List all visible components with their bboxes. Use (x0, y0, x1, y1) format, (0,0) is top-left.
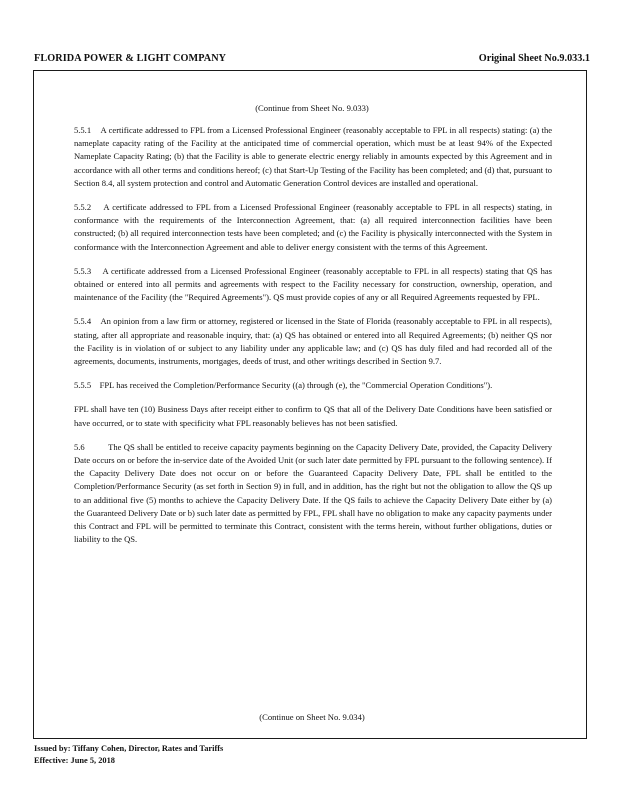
continued-on-note: (Continue on Sheet No. 9.034) (259, 712, 365, 722)
paragraph-number: 5.5.3 (74, 265, 92, 276)
paragraph-number: 5.5.2 (74, 202, 92, 213)
paragraph-text: The QS shall be entitled to receive capacity payments beginning on the Capacity Delivery Date, provided, the Capacity Delivery Date occurs on or before the in-service date of the Avoided Unit (or such later date permitted by FPL pursuant to the following sentence). If the Capacity Delivery Date does not occur on or before the Guaranteed Capacity Delivery Date, FPL shall be entitled to the Completion/Performance Security (as set forth in Section 9) in full, and in addition, has the right but not the obligation to allow the QS up to an additional five (5) months to achieve the Capacity Delivery Date. If the QS fails to achieve the Capacity Delivery Date either by (a) the Guaranteed Delivery Date or b) such later date as permitted by FPL, FPL shall have no obligation to make any capacity payments under this Contract and FPL will be permitted to terminate this Contract, consistent with the terms herein, without further obligations, duties or liability to the QS. (74, 441, 552, 545)
paragraph-text: An opinion from a law firm or attorney, registered or licensed in the State of Florida (reasonably acceptable to FPL in all respects), stating, after all appropriate and reasonable inquiry, that: (a) QS has obtained or entered into all Required Agreements; (b) neither QS nor the Facility is in violation of or subject to any liability under any applicable law; and (c) QS has duly filed and had recorded all of the agreements, documents, instruments, mortgages, deeds of trust, and other writings described in Section 9.7. (74, 316, 552, 367)
paragraph-number: 5.5.5 (74, 380, 92, 391)
sheet-number: Original Sheet No.9.033.1 (478, 53, 590, 64)
paragraph-5-6 (74, 441, 552, 547)
paragraph-text: A certificate addressed to FPL from a Licensed Professional Engineer (reasonably acceptable to FPL in all respects) stating, in conformance with the requirements of the Interconnection Agreement, that: (a) all required interconnection facilities have been constructed; (b) all required interconnection tests have been completed; and (c) the Facility is physically interconnected with the System in conformance with the Interconnection Agreement and able to deliver energy consistent with the terms of this Agreement. (74, 202, 552, 252)
paragraph-5-5-5 (74, 379, 552, 392)
paragraph-text: A certificate addressed to FPL from a Licensed Professional Engineer (reasonably acceptable to FPL in all respects) stating: (a) the nameplate capacity rating of the Facility at the anticipated time of commercial operation, which must be at least 94% of the Expected Nameplate Capacity Rating; (b) that the Facility is able to generate electric energy reliably in amounts expected by this Agreement and in accordance with all other terms and conditions hereof; (c) that Start-Up Testing of the Facility has been completed; and (d) that, pursuant to Section 8.4, all system protection and control and Automatic Generation Control devices are installed and operational. (74, 125, 553, 188)
paragraph-5-5-1 (74, 124, 552, 190)
paragraph-text: A certificate addressed from a Licensed Professional Engineer (reasonably acceptable to FPL in all respects) stating that QS has obtained or entered into all permits and agreements with respect to the Facility necessary for construction, ownership, operation, and maintenance of the Facility (the "Required Agreements"). QS must provide copies of any or all Required Agreements requested by FPL. (74, 265, 553, 303)
effective-date: Effective: June 5, 2018 (34, 756, 115, 765)
paragraph-5-5-2 (74, 201, 552, 254)
paragraph-number: 5.5.4 (74, 316, 92, 327)
tariff-body (74, 124, 552, 557)
footer (34, 743, 223, 767)
company-name: FLORIDA POWER & LIGHT COMPANY (34, 53, 227, 64)
paragraph-5-5-3 (74, 265, 552, 305)
paragraph-number: 5.5.1 (74, 125, 92, 135)
continued-from-note: (Continue from Sheet No. 9.033) (255, 103, 369, 113)
paragraph-text: FPL shall have ten (10) Business Days after receipt either to confirm to QS that all of the Delivery Date Conditions have been satisfied or have occurred, or to state with specificity what FPL reasonably believes has not been satisfied. (74, 404, 552, 428)
paragraph-5-5-4 (74, 315, 552, 368)
paragraph-confirmation (74, 403, 552, 429)
paragraph-number: 5.6 (74, 441, 85, 452)
issued-by: Issued by: Tiffany Cohen, Director, Rates and Tariffs (34, 744, 224, 753)
paragraph-text: FPL has received the Completion/Performance Security ((a) through (e), the "Commercial Operation Conditions"). (99, 380, 493, 391)
